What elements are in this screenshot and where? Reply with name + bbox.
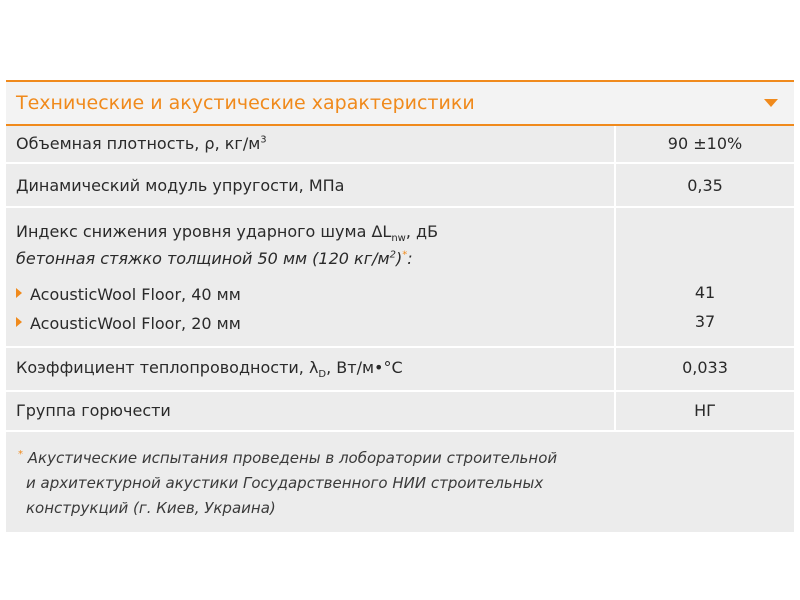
list-item-label: AcousticWool Floor, 20 мм — [30, 314, 241, 333]
row-label-sub: D — [318, 369, 327, 381]
characteristics-panel — [6, 80, 794, 532]
list-item — [16, 285, 241, 304]
section-title: Технические и акустические характеристики — [16, 92, 475, 114]
footnote-mark: * — [18, 449, 23, 460]
list-item-label: AcousticWool Floor, 40 мм — [30, 285, 241, 304]
list-item-value: 41 — [694, 283, 716, 302]
row-label — [16, 222, 438, 244]
table-row — [6, 392, 794, 432]
row-sublabel — [16, 249, 413, 268]
sublabel-tail: ) — [395, 249, 403, 268]
row-label-tail: , дБ — [405, 222, 439, 241]
footnote-line: конструкций (г. Киев, Украина) — [26, 499, 276, 517]
accordion-header[interactable] — [6, 82, 794, 126]
row-value: 90 ±10% — [667, 134, 743, 153]
footnote-text: Акустические испытания проведены в лоборатории строительной — [23, 449, 558, 467]
row-label: Группа горючести — [16, 401, 171, 420]
sublabel-sup: 2 — [389, 249, 396, 261]
bullet-arrow-icon — [16, 317, 22, 327]
sublabel-colon: : — [407, 249, 413, 268]
row-label: Динамический модуль упругости, МПа — [16, 176, 345, 195]
row-label-sup: 3 — [260, 134, 267, 146]
row-value: НГ — [694, 401, 716, 420]
list-item-value: 37 — [694, 312, 716, 331]
row-label-tail: , Вт/м•°С — [326, 358, 403, 377]
row-label — [16, 358, 403, 380]
row-value: 0,35 — [687, 176, 723, 195]
footnote — [18, 442, 557, 521]
table-row — [6, 126, 794, 164]
footnote-line: и архитектурной акустики Государственного НИИ строительных — [26, 474, 544, 492]
row-label — [16, 134, 267, 153]
row-value: 0,033 — [682, 358, 728, 377]
sublabel-text: бетонная стяжко толщиной 50 мм (120 кг/м — [16, 249, 390, 268]
footnote-line — [18, 442, 557, 471]
list-item — [16, 314, 241, 333]
table-row — [6, 164, 794, 208]
footnote-mark: * — [402, 249, 408, 261]
table-row — [6, 208, 794, 348]
row-label-text: Объемная плотность, ρ, кг/м — [16, 134, 261, 153]
row-label-text: Коэффициент теплопроводности, λ — [16, 358, 319, 377]
bullet-arrow-icon — [16, 288, 22, 298]
table-row — [6, 348, 794, 392]
row-label-sub: nw — [391, 233, 406, 245]
row-label-text: Индекс снижения уровня ударного шума ΔL — [16, 222, 392, 241]
chevron-down-icon[interactable] — [764, 99, 778, 107]
